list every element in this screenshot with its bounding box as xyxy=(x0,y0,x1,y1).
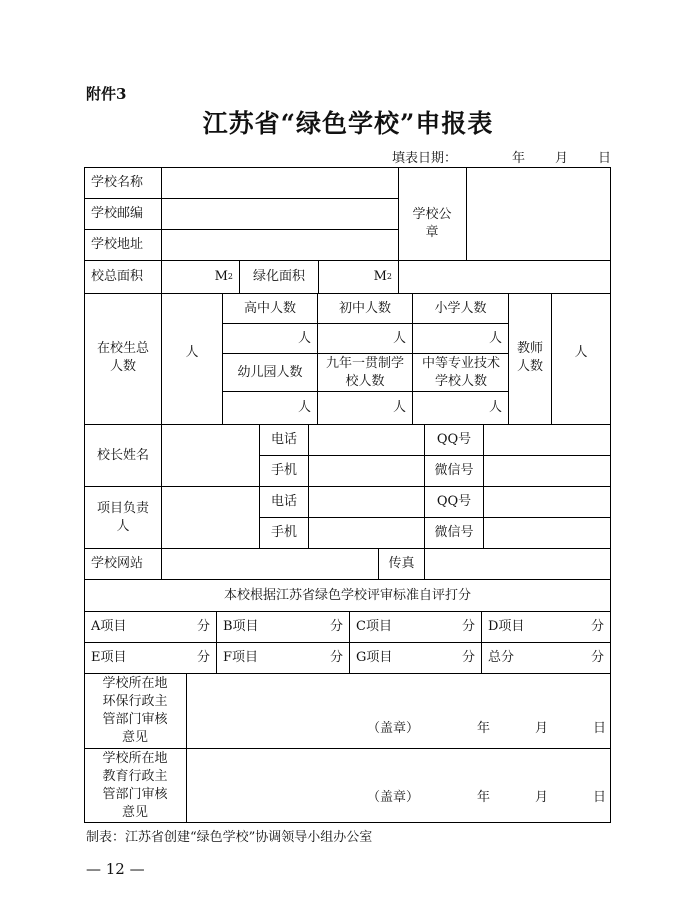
green-area-field[interactable]: M 2 xyxy=(373,269,392,284)
school-postcode-field[interactable] xyxy=(162,199,398,229)
principal-qq-field[interactable] xyxy=(484,425,610,455)
unit-person: 人 xyxy=(488,400,502,415)
score-unit: 分 xyxy=(329,619,343,634)
env-review-field[interactable] xyxy=(187,674,610,748)
project-lead-name-field[interactable] xyxy=(162,487,259,548)
score-f-cell[interactable] xyxy=(217,643,349,673)
high-school-field[interactable] xyxy=(223,324,317,353)
grid-line xyxy=(508,293,509,424)
score-unit: 分 xyxy=(196,619,210,634)
grid-line xyxy=(398,168,399,293)
score-a-label: A项目 xyxy=(91,619,127,634)
score-e-label: E项目 xyxy=(91,650,127,665)
unit-person: 人 xyxy=(392,400,406,415)
score-unit: 分 xyxy=(590,650,604,665)
school-seal-field[interactable] xyxy=(467,168,610,260)
score-f-label: F项目 xyxy=(223,650,259,665)
unit-person: 人 xyxy=(185,345,199,360)
edu-review-day: 日 xyxy=(593,790,607,805)
unit-person: 人 xyxy=(297,330,311,346)
total-students-label: 在校生总人数 xyxy=(96,341,149,374)
lead-mobile-label: 手机 xyxy=(270,525,297,540)
edu-review-label: 学校所在地教育行政主管部门审核意见 xyxy=(102,751,168,820)
school-address-field[interactable] xyxy=(162,230,398,260)
school-seal-label: 学校公章 xyxy=(412,207,452,240)
score-d-label: D项目 xyxy=(488,619,525,634)
edu-review-field[interactable] xyxy=(187,749,610,823)
attachment-label: 附件3 xyxy=(86,85,127,103)
score-total-cell[interactable] xyxy=(482,643,610,673)
edu-review-month: 月 xyxy=(535,790,549,805)
score-b-label: B项目 xyxy=(223,619,259,634)
page-number: — 12 — xyxy=(86,860,145,878)
total-area-field[interactable]: M 2 xyxy=(214,269,233,284)
score-g-label: G项目 xyxy=(356,650,393,665)
kindergarten-label: 幼儿园人数 xyxy=(237,364,303,380)
vocational-label: 中等专业技术学校人数 xyxy=(421,355,500,389)
lead-wechat-field[interactable] xyxy=(484,518,610,548)
score-c-label: C项目 xyxy=(356,619,392,634)
env-review-month: 月 xyxy=(535,721,549,736)
principal-qq-label: QQ号 xyxy=(436,432,472,447)
lead-qq-label: QQ号 xyxy=(436,494,472,509)
area-unit: M xyxy=(373,269,387,284)
principal-name-field[interactable] xyxy=(162,425,259,486)
score-g-cell[interactable] xyxy=(350,643,481,673)
unit-person: 人 xyxy=(488,330,502,346)
score-unit: 分 xyxy=(461,619,475,634)
fax-field[interactable] xyxy=(425,549,610,579)
project-lead-label: 项目负责人 xyxy=(96,500,149,534)
lead-wechat-label: 微信号 xyxy=(434,525,474,540)
vocational-field[interactable] xyxy=(413,392,508,424)
fax-label: 传真 xyxy=(388,556,415,571)
score-total-label: 总分 xyxy=(488,650,515,665)
school-name-field[interactable] xyxy=(162,168,398,198)
kindergarten-field[interactable] xyxy=(223,392,317,424)
score-unit: 分 xyxy=(329,650,343,665)
fill-date-year: 年 xyxy=(512,151,526,166)
score-a-cell[interactable] xyxy=(85,612,216,642)
school-name-label: 学校名称 xyxy=(91,175,144,190)
nine-year-label: 九年一贯制学校人数 xyxy=(325,355,404,389)
form-title: 江苏省“绿色学校”申报表 xyxy=(202,109,494,138)
env-review-seal: （盖章） xyxy=(367,721,420,736)
score-e-cell[interactable] xyxy=(85,643,216,673)
lead-phone-label: 电话 xyxy=(270,494,297,509)
high-school-label: 高中人数 xyxy=(243,300,296,316)
principal-wechat-label: 微信号 xyxy=(434,463,474,478)
score-unit: 分 xyxy=(196,650,210,665)
application-form-table xyxy=(84,167,611,823)
score-c-cell[interactable] xyxy=(350,612,481,642)
edu-review-year: 年 xyxy=(477,790,491,805)
unit-person: 人 xyxy=(574,345,588,360)
lead-mobile-field[interactable] xyxy=(309,518,424,548)
principal-mobile-label: 手机 xyxy=(270,463,297,478)
unit-person: 人 xyxy=(392,330,406,346)
fill-date-label: 填表日期： xyxy=(392,151,458,166)
school-address-label: 学校地址 xyxy=(91,237,144,252)
fill-date-day: 日 xyxy=(598,151,612,166)
website-field[interactable] xyxy=(162,549,378,579)
total-students-field[interactable] xyxy=(162,294,222,424)
principal-label: 校长姓名 xyxy=(96,447,149,463)
footer-note: 制表：江苏省创建“绿色学校”协调领导小组办公室 xyxy=(86,830,373,845)
teachers-field[interactable] xyxy=(552,294,610,424)
school-postcode-label: 学校邮编 xyxy=(91,206,144,221)
score-unit: 分 xyxy=(590,619,604,634)
edu-review-seal: （盖章） xyxy=(367,790,420,805)
principal-phone-field[interactable] xyxy=(309,425,424,455)
env-review-label: 学校所在地环保行政主管部门审核意见 xyxy=(102,676,168,745)
green-area-label: 绿化面积 xyxy=(252,269,305,284)
teachers-label: 教师人数 xyxy=(516,341,543,374)
junior-high-label: 初中人数 xyxy=(338,300,391,316)
score-d-cell[interactable] xyxy=(482,612,610,642)
primary-label: 小学人数 xyxy=(434,300,487,316)
fill-date-month: 月 xyxy=(555,151,569,166)
score-unit: 分 xyxy=(461,650,475,665)
principal-phone-label: 电话 xyxy=(270,432,297,447)
area-unit: M xyxy=(214,269,228,284)
principal-mobile-field[interactable] xyxy=(309,456,424,486)
nine-year-field[interactable] xyxy=(318,392,412,424)
env-review-day: 日 xyxy=(593,721,607,736)
junior-high-field[interactable] xyxy=(318,324,412,353)
self-eval-heading: 本校根据江苏省绿色学校评审标准自评打分 xyxy=(223,587,471,603)
total-area-label: 校总面积 xyxy=(91,269,144,284)
principal-wechat-field[interactable] xyxy=(484,456,610,486)
score-b-cell[interactable] xyxy=(217,612,349,642)
lead-phone-field[interactable] xyxy=(309,487,424,517)
primary-field[interactable] xyxy=(413,324,508,353)
website-label: 学校网站 xyxy=(91,556,144,571)
lead-qq-field[interactable] xyxy=(484,487,610,517)
env-review-year: 年 xyxy=(477,721,491,736)
unit-person: 人 xyxy=(297,400,311,415)
